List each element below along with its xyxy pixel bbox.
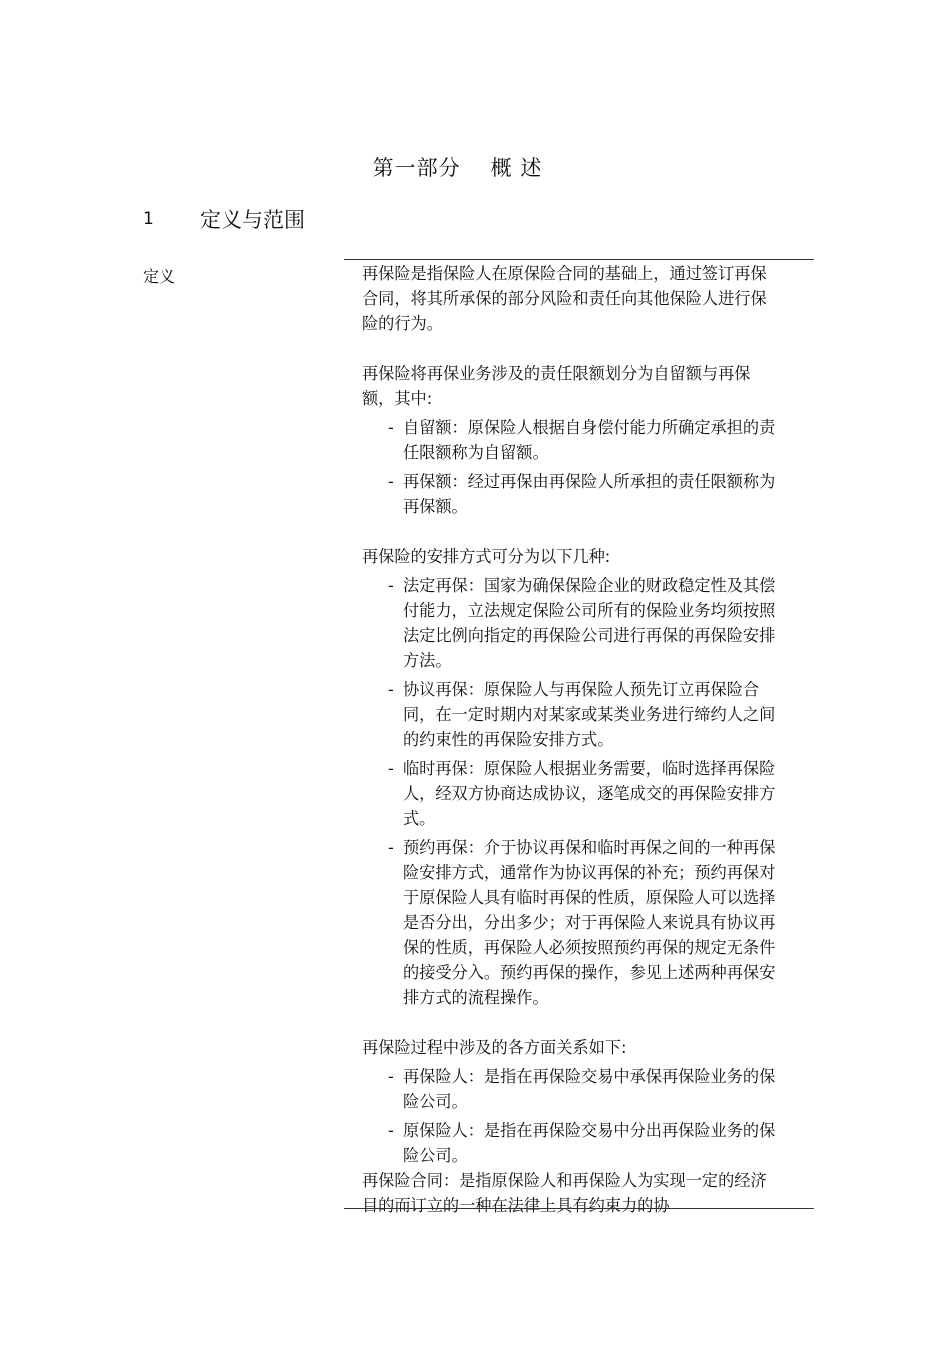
table-bottom-rule (344, 1208, 814, 1209)
list-item: - 再保额：经过再保由再保险人所承担的责任限额称为再保额。 (362, 469, 782, 519)
bullet-dash: - (388, 838, 394, 857)
section-number: 1 (143, 209, 154, 229)
part-title-name: 概 述 (490, 156, 543, 180)
list-item: - 再保险人：是指在再保险交易中承保再保险业务的保险公司。 (362, 1064, 782, 1114)
list-item: - 自留额：原保险人根据自身偿付能力所确定承担的责任限额称为自留额。 (362, 415, 782, 465)
list-item: - 临时再保：原保险人根据业务需要，临时选择再保险人，经双方协商达成协议，逐笔成交的再保险安排方式。 (362, 756, 782, 831)
bullet-dash: - (388, 576, 394, 595)
table-top-rule (344, 259, 814, 260)
definition-content (362, 261, 782, 1218)
definition-paragraph: 再保险是指保险人在原保险合同的基础上，通过签订再保合同，将其所承保的部分风险和责任向其他保险人进行保险的行为。 (362, 264, 767, 333)
part-title (0, 152, 915, 182)
list-item: - 协议再保：原保险人与再保险人预先订立再保险合同，在一定时期内对某家或某类业务进行缔约人之间的约束性的再保险安排方式。 (362, 677, 782, 752)
bullet-dash: - (388, 472, 394, 491)
part-title-number: 第一部分 (372, 156, 461, 180)
list-item: - 预约再保：介于协议再保和临时再保之间的一种再保险安排方式，通常作为协议再保的补充；预约再保对于原保险人具有临时再保的性质，原保险人可以选择是否分出，分出多少；对于再保险人来说具有协议再保的性质，再保险人必须按照预约再保的规定无条件的接受分入。预约再保的操作，参见上述两种再保安排方式的流程操作。 (362, 835, 782, 1010)
relations-intro: 再保险过程中涉及的各方面关系如下: (362, 1038, 627, 1057)
limits-list (362, 415, 782, 519)
side-label-definition: 定义 (143, 267, 176, 286)
bullet-dash: - (388, 759, 394, 778)
limits-intro: 再保险将再保业务涉及的责任限额划分为自留额与再保额，其中: (362, 364, 751, 408)
relations-list (362, 1064, 782, 1168)
methods-list (362, 573, 782, 1010)
methods-intro: 再保险的安排方式可分为以下几种: (362, 547, 611, 566)
bullet-dash: - (388, 680, 394, 699)
section-title: 定义与范围 (200, 208, 305, 232)
bullet-dash: - (388, 1121, 394, 1140)
bullet-dash: - (388, 418, 394, 437)
bullet-dash: - (388, 1067, 394, 1086)
contract-paragraph: 再保险合同：是指原保险人和再保险人为实现一定的经济目的而订立的一种在法律上具有约束力的协 (362, 1171, 767, 1215)
list-item: - 法定再保：国家为确保保险企业的财政稳定性及其偿付能力，立法规定保险公司所有的保险业务均须按照法定比例向指定的再保险公司进行再保的再保险安排方法。 (362, 573, 782, 673)
list-item: - 原保险人：是指在再保险交易中分出再保险业务的保险公司。 (362, 1118, 782, 1168)
